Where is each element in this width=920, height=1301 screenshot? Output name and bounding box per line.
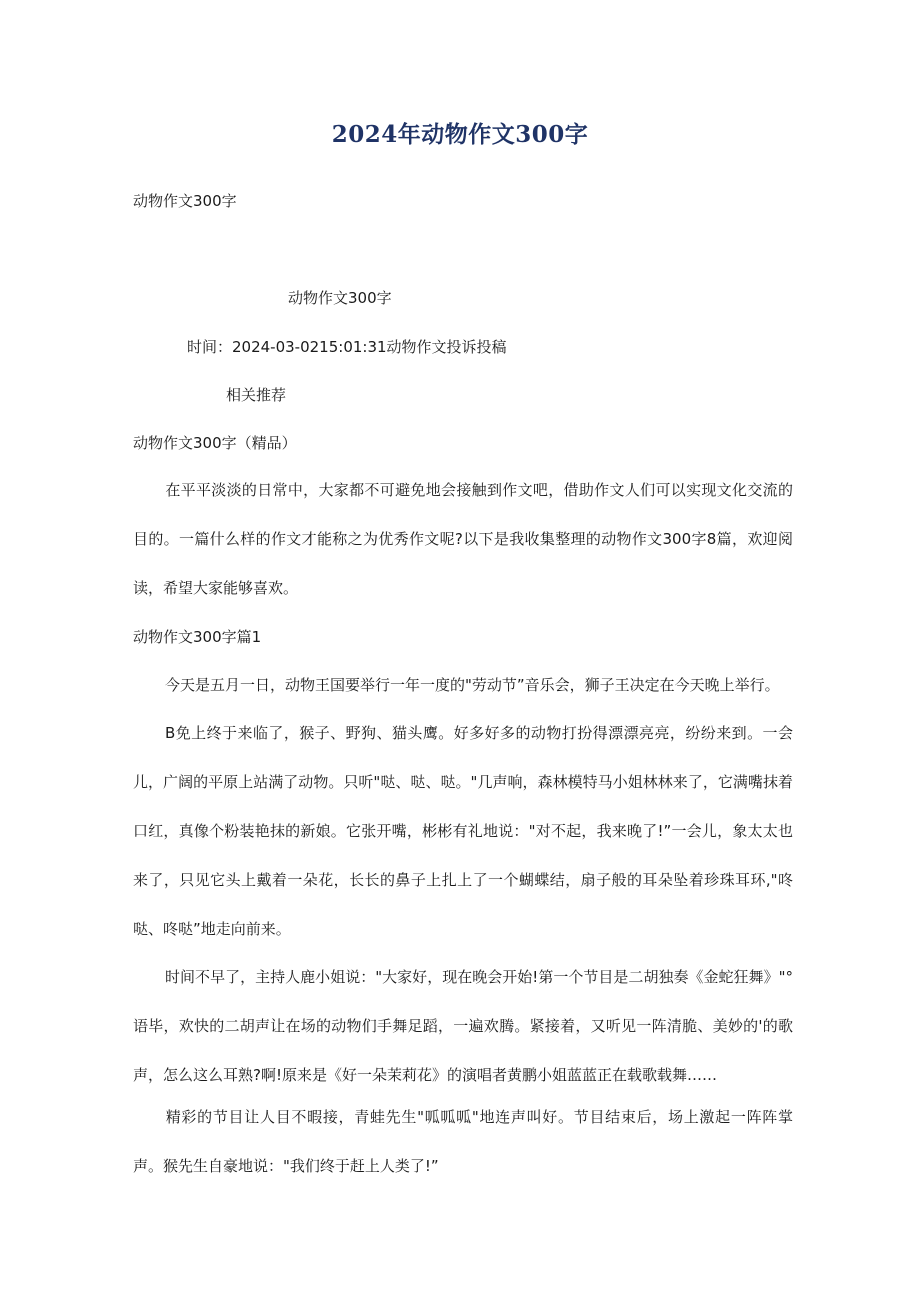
article-meta-line: 时间：2024-03-0215:01:31动物作文投诉投稿: [187, 338, 507, 356]
body-paragraph: [133, 953, 793, 1100]
document-title: 2024年动物作文300字: [331, 121, 589, 148]
body-paragraph-text: B免上终于来临了，猴子、野狗、猫头鹰。好多好多的动物打扮得漂漂亮亮，纷纷来到。一会儿，广阔的平原上站满了动物。只听"哒、哒、哒。"几声响，森林模特马小姐林林来了，它满嘴抹着口红，真像个粉装艳抹的新娘。它张开嘴，彬彬有礼地说："对不起，我来晚了!”一会儿，象太太也来了，只见它头上戴着一朵花，长长的鼻子上扎上了一个蝴蝶结，扇子般的耳朵坠着珍珠耳环,"咚哒、咚哒”地走向前来。: [133, 724, 793, 938]
body-paragraph-text: 今天是五月一日，动物王国要举行一年一度的"劳动节”音乐会，狮子王决定在今天晚上举行。: [165, 676, 780, 694]
intro-paragraph-text: 在平平淡淡的日常中，大家都不可避免地会接触到作文吧，借助作文人们可以实现文化交流的目的。一篇什么样的作文才能称之为优秀作文呢?以下是我收集整理的动物作文300字8篇，欢迎阅读，希望大家能够喜欢。: [133, 481, 793, 597]
inner-article-title: 动物作文300字: [288, 289, 392, 307]
body-paragraph: [133, 709, 793, 954]
document-subtitle: 动物作文300字: [133, 192, 237, 210]
body-paragraph-text: 时间不早了，主持人鹿小姐说："大家好，现在晚会开始!第一个节目是二胡独奏《金蛇狂舞》"°语毕，欢快的二胡声让在场的动物们手舞足蹈，一遍欢腾。紧接着，又听见一阵清脆、美妙的'的歌声，怎么这么耳熟?啊!原来是《好一朵茉莉花》的演唱者黄鹏小姐蓝蓝正在载歌载舞……: [133, 968, 793, 1084]
intro-paragraph: [133, 466, 793, 613]
body-paragraph: [133, 1093, 793, 1191]
body-paragraph-text: 精彩的节目让人目不暇接，青蛙先生"呱呱呱"地连声叫好。节目结束后，场上激起一阵阵掌声。猴先生自豪地说："我们终于赶上人类了!”: [133, 1108, 793, 1175]
body-paragraph: [133, 661, 793, 710]
related-recommendations-label: 相关推荐: [226, 386, 287, 404]
article-heading: 动物作文300字篇1: [133, 628, 262, 646]
section-heading: 动物作文300字（精品）: [133, 434, 297, 452]
